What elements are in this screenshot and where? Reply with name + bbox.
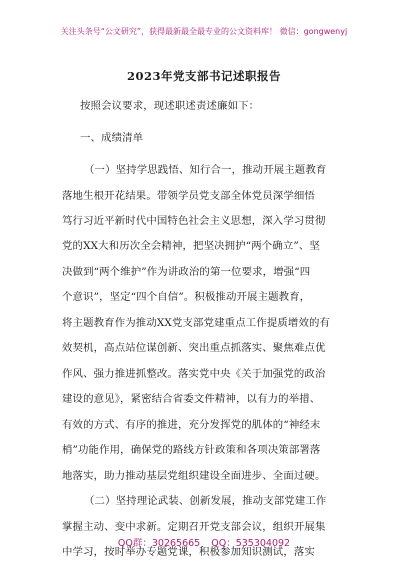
body-line: 按照会议要求，现述职述责述廉如下： bbox=[80, 100, 260, 112]
body-line: 掌握主动、变中求新。定期召开党支部会议，组织开展集 bbox=[62, 521, 326, 533]
body-line: 效契机，高点站位谋创新、突出重点抓落实、聚焦难点优 bbox=[62, 342, 326, 354]
body-line: 中学习，按时举办专题党课，积极参加知识测试，落实 bbox=[62, 546, 315, 558]
body-line: 党的XX大和历次全会精神，把坚决拥护“两个确立”、坚 bbox=[62, 240, 320, 252]
contact-footer: QQ群：30265665 QQ：535304092 bbox=[117, 538, 291, 549]
body-line: 梢”功能作用，确保党的路线方针政策和各项决策部署落 bbox=[62, 444, 321, 456]
body-line: （一）坚持学思践悟、知行合一，推动开展主题教育 bbox=[84, 164, 327, 176]
section-heading: 一、成绩清单 bbox=[80, 132, 144, 144]
body-line: （二）坚持理论武装、创新发展，推动支部党建工作 bbox=[84, 495, 327, 507]
document-title: 2023年党支部书记述职报告 bbox=[126, 69, 281, 83]
body-line: 落地生根开花结果。带领学员党支部全体党员深学细悟 bbox=[62, 190, 315, 202]
promo-header: 关注头条号“公文研究”，获得最新最全最专业的公文资料库！ 微信：gongwenyj bbox=[60, 27, 348, 36]
body-line: 建设的意见》，紧密结合省委文件精神，以有力的举措、 bbox=[62, 393, 321, 405]
body-line: 个意识”，坚定“四个自信”。积极推动开展主题教育， bbox=[62, 291, 311, 303]
body-line: 笃行习近平新时代中国特色社会主义思想，深入学习贯彻 bbox=[62, 215, 326, 227]
body-line: 地落实，助力推动基层党组织建设全面进步、全面过硬。 bbox=[62, 470, 326, 482]
body-line: 决做到“两个维护”作为讲政治的第一位要求，增强“四 bbox=[62, 266, 311, 278]
body-line: 作风、强力推进抓整改。落实党中央《关于加强党的政治 bbox=[62, 368, 326, 380]
body-line: 将主题教育作为推动XX党支部党建重点工作提质增效的有 bbox=[62, 317, 331, 329]
body-line: 有效的方式、有序的推进，充分发挥党的肌体的“神经末 bbox=[62, 419, 321, 431]
